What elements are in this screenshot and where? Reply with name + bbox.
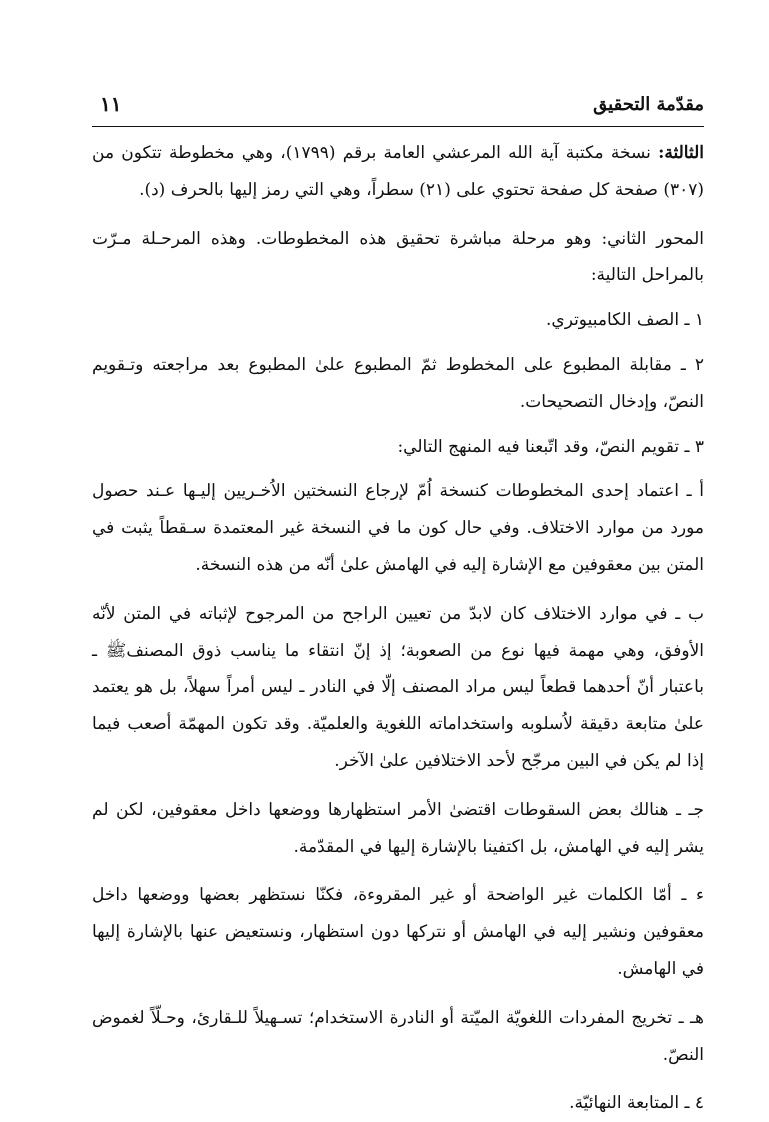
running-header: [92, 86, 704, 127]
paragraph-item-b: [92, 596, 704, 780]
paragraph-text: هـ ـ تخريج المفردات اللغويّة الميّتة أو النادرة الاستخدام؛ تسـهيلاً للـقارئ، وحـلّاً لغموض النصّ.: [92, 1007, 704, 1065]
book-page: [92, 86, 705, 1114]
paragraph-text: ١ ـ الصف الكامبيوتري.: [545, 310, 704, 331]
paragraph-item-c: [92, 792, 704, 866]
paragraph-text: نسخة مكتبة آية الله المرعشي العامة برقم (١٧٩٩)، وهي مخطوطة تتكون من (٣٠٧) صفحة كل صفحة تحتوي على (٢١) سطراً، وهي التي رمز إليها بالحرف (د).: [92, 143, 704, 200]
paragraph-text: ء ـ أمّا الكلمات غير الواضحة أو غير المقروءة، فكنّا نستظهر بعضها ووضعها داخل معقوفين ونشير إليه في الهامش أو نتركها دون استظهار، ونستعيض عنها بالإشارة إليها في الهامش.: [92, 885, 704, 979]
section-title: مقدّمة التحقيق: [593, 94, 704, 115]
paragraph-item-d: [92, 877, 704, 987]
paragraph-item-e: [92, 1000, 704, 1074]
paragraph-text: أ ـ اعتماد إحدى المخطوطات كنسخة اُمّ لإرجاع النسختين الاُخـريين إليـها عـند حصول مورد من موارد الاختلاف. وفي حال كون ما في النسخة غير المعتمدة سـقطاً يثبت في المتن بين معقوفين مع الإشارة إليه في الهامش علىٰ أنّه من هذه النسخة.: [92, 481, 704, 575]
paragraph-step-4: [92, 1085, 704, 1122]
paragraph-text: المحور الثاني: وهو مرحلة مباشرة تحقيق هذه المخطوطات. وهذه المرحـلة مـرّت بالمراحل التالية:: [92, 228, 704, 286]
paragraph-text: ب ـ في موارد الاختلاف كان لابدّ من تعيين الراجح من المرجوح لإثباته في المتن لأنّه الأوفق، وهي مهمة فيها نوع من الصعوبة؛ إذ إنّ انتقاء ما يناسب ذوق المصنفﷺ ـ باعتبار أنّ أحدهما قطعاً ليس مراد المصنف إلّا في النادر ـ ليس أمراً سهلاً، بل هو يعتمد علىٰ متابعة دقيقة لاُسلوبه واستخداماته اللغوية والعلميّة. وقد تكون المهمّة أصعب فيما إذا لم يكن في البين مرجّح لأحد الاختلافين علىٰ الآخر.: [92, 603, 704, 771]
paragraph-item-a: [92, 473, 704, 583]
paragraph-text: ٣ ـ تقويم النصّ، وقد اتّبعنا فيه المنهج التالي:: [397, 436, 704, 457]
paragraph-label: الثالثة:: [658, 143, 705, 163]
paragraph-text: ٢ ـ مقابلة المطبوع على المخطوط ثمّ المطبوع علىٰ المطبوع بعد مراجعته وتـقويم النصّ، وإدخال التصحيحات.: [92, 354, 704, 412]
page-body: [92, 127, 704, 1122]
paragraph-text: ٤ ـ المتابعة النهائيّة.: [569, 1093, 704, 1114]
paragraph-second-axis: [92, 221, 704, 295]
paragraph-third-manuscript: [92, 135, 704, 209]
paragraph-step-3: [92, 429, 704, 466]
paragraph-text: جـ ـ هنالك بعض السقوطات اقتضىٰ الأمر استظهارها ووضعها داخل معقوفين، لكن لم يشر إليه في الهامش، بل اكتفينا بالإشارة إليها في المقدّمة.: [92, 799, 704, 857]
paragraph-step-2: [92, 347, 704, 421]
page-number: ١١: [100, 92, 122, 116]
paragraph-step-1: [92, 302, 704, 339]
